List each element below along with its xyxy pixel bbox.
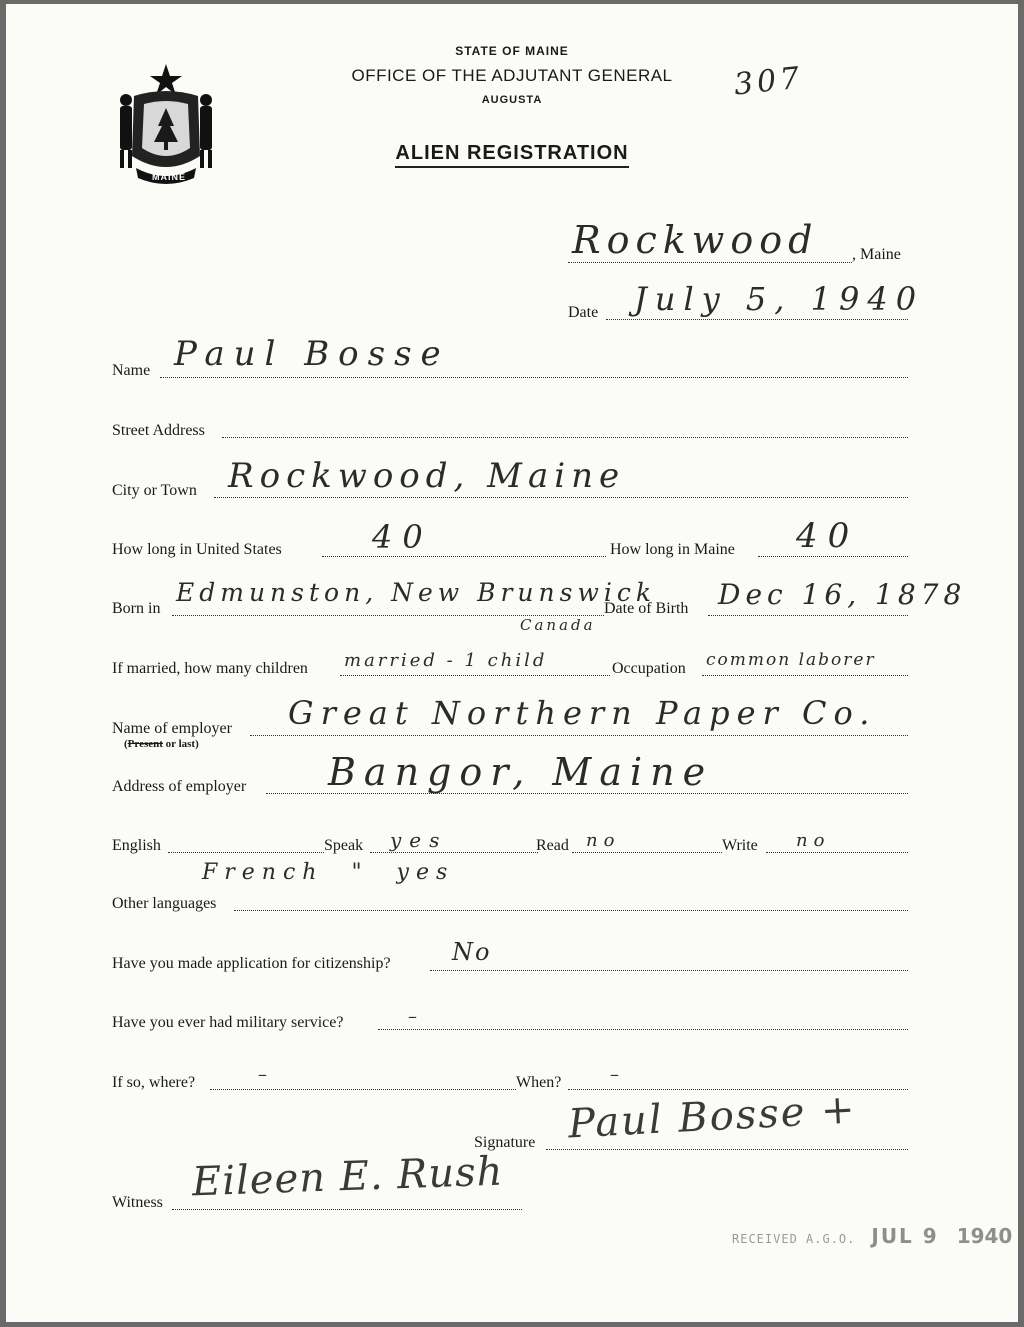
years-us-label: How long in United States [112,541,282,558]
years-maine-value: 40 [796,516,860,556]
employer-value: Great Northern Paper Co. [288,694,877,732]
write-label: Write [722,837,758,854]
military-label: Have you ever had military service? [112,1014,344,1031]
other-languages-value: French " yes [202,860,455,885]
speak-label: Speak [324,837,364,854]
english-label: English [112,837,161,854]
employer-label: Name of employer [112,720,232,737]
street-label: Street Address [112,422,205,439]
speak-value: yes [390,828,448,852]
dob-label: Date of Birth [604,600,689,617]
read-value: no [586,830,621,851]
received-stamp-month: JUL 9 [871,1224,939,1248]
born-value: Edmunston, New Brunswick [176,578,656,607]
where-label: If so, where? [112,1074,196,1091]
dob-value: Dec 16, 1878 [718,578,967,611]
city-label: City or Town [112,482,197,499]
signature-value: Paul Bosse + [566,1086,858,1148]
witness-label: Witness [112,1194,163,1211]
born-label: Born in [112,600,161,617]
received-stamp-text: RECEIVED A.G.O. [732,1232,856,1246]
town-suffix: , Maine [852,246,901,263]
military-value: – [408,1006,422,1027]
form-title-wrap [6,142,1018,165]
received-stamp [732,1224,1012,1248]
occupation-label: Occupation [612,660,686,677]
name-value: Paul Bosse [174,334,450,374]
other-languages-label: Other languages [112,895,217,912]
form-number: 307 [732,60,805,103]
write-value: no [796,830,831,851]
when-value: – [610,1064,624,1085]
signature-label: Signature [474,1134,536,1151]
form-title: ALIEN REGISTRATION [395,142,628,168]
registration-form-page [6,4,1018,1322]
employer-address-value: Bangor, Maine [328,750,714,794]
seal-banner-text: MAINE [152,172,186,182]
occupation-value: common laborer [706,650,876,670]
state-heading: STATE OF MAINE [455,44,569,58]
city-heading: AUGUSTA [481,94,543,106]
town-value: Rockwood [572,218,819,262]
date-label: Date [568,304,599,321]
employer-address-label: Address of employer [112,778,247,795]
citizenship-label: Have you made application for citizenship? [112,955,391,972]
children-label: If married, how many children [112,660,308,677]
citizenship-value: No [452,938,492,966]
read-label: Read [536,837,569,854]
received-stamp-year: 1940 [956,1224,1013,1248]
years-us-value: 40 [372,518,433,556]
when-label: When? [516,1074,562,1091]
witness-value: Eileen E. Rush [191,1148,505,1206]
children-value: married - 1 child [344,650,548,671]
city-value: Rockwood, Maine [228,456,626,496]
name-label: Name [112,362,151,379]
office-heading: OFFICE OF THE ADJUTANT GENERAL [351,66,673,85]
born-country-note: Canada [520,616,596,634]
where-value: – [258,1064,272,1085]
employer-sublabel: (Present or last) [124,738,199,750]
years-maine-label: How long in Maine [610,541,735,558]
date-value: July 5, 1940 [634,280,925,318]
